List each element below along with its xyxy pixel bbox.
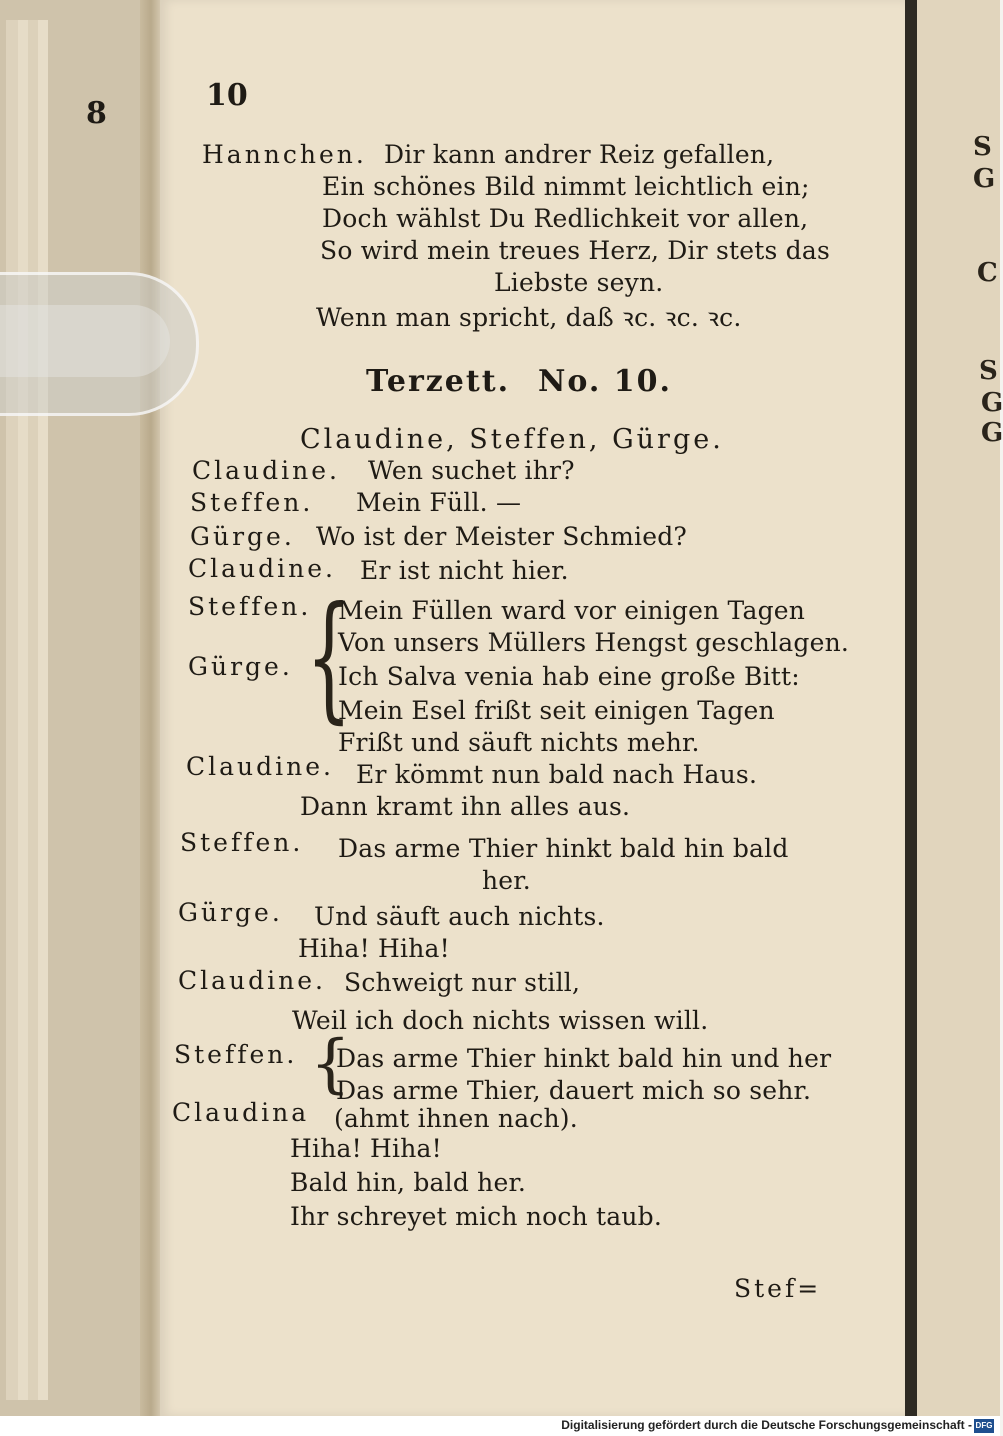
- verse-line: So wird mein treues Herz, Dir stets das: [320, 236, 831, 265]
- dfg-logo: DFG: [974, 1419, 994, 1433]
- dialogue-line: Weil ich doch nichts wissen will.: [292, 1006, 709, 1035]
- page-edge: [6, 20, 18, 1400]
- section-title: Terzett.: [366, 364, 511, 399]
- page-edge: [18, 20, 28, 1400]
- verse-line: Mein Esel frißt seit einigen Tagen: [338, 696, 775, 725]
- funding-credit: Digitalisierung gefördert durch die Deutsche Forschungsgemeinschaft -: [561, 1418, 972, 1432]
- page-gutter: [905, 0, 917, 1416]
- next-page-strip: [917, 0, 1003, 1416]
- bracket-brace: {: [306, 576, 352, 737]
- speaker-label: Steffen.: [180, 828, 304, 857]
- speaker-label: Gürge.: [190, 522, 295, 551]
- speaker-label: Steffen.: [174, 1040, 298, 1069]
- next-page-letter: G: [981, 388, 1003, 418]
- catchword: Stef=: [734, 1274, 822, 1303]
- next-page-letter: S: [973, 132, 992, 162]
- verse-line: Das arme Thier, dauert mich so sehr.: [336, 1076, 812, 1105]
- verse-line: Mein Füllen ward vor einigen Tagen: [338, 596, 806, 625]
- speaker-label: Claudine.: [192, 456, 340, 485]
- verse-line: Ihr schreyet mich noch taub.: [290, 1202, 663, 1231]
- verse-line: Bald hin, bald her.: [290, 1168, 527, 1197]
- next-page-letter: S: [979, 356, 998, 386]
- next-page-letter: G: [973, 164, 996, 194]
- book-spine: [140, 0, 162, 1416]
- dialogue-line: Schweigt nur still,: [344, 968, 581, 997]
- page-edge: [38, 20, 48, 1400]
- next-page-letter: C: [977, 258, 998, 288]
- speaker-label: Gürge.: [178, 898, 283, 927]
- next-page-letter: G: [981, 418, 1003, 448]
- speaker-label: Gürge.: [188, 652, 293, 681]
- page-number: 10: [206, 78, 248, 113]
- dialogue-line: Er ist nicht hier.: [360, 556, 569, 585]
- section-number: No. 10.: [538, 364, 672, 399]
- dialogue-line: Dann kramt ihn alles aus.: [300, 792, 631, 821]
- dialogue-line: Das arme Thier hinkt bald hin bald: [338, 834, 789, 863]
- dialogue-line: Mein Füll. —: [356, 488, 522, 517]
- verse-line: Dir kann andrer Reiz gefallen,: [384, 140, 775, 169]
- verse-line: Das arme Thier hinkt bald hin und her: [336, 1044, 832, 1073]
- dialogue-line: Wo ist der Meister Schmied?: [316, 522, 688, 551]
- dialogue-line: Er kömmt nun bald nach Haus.: [356, 760, 758, 789]
- speaker-label: Claudine.: [178, 966, 326, 995]
- speaker-label: Claudine.: [186, 752, 334, 781]
- dialogue-line: Und säuft auch nichts.: [314, 902, 605, 931]
- stage-direction: (ahmt ihnen nach).: [334, 1104, 578, 1133]
- verse-line: Von unsers Müllers Hengst geschlagen.: [338, 628, 850, 657]
- page-edge: [28, 20, 38, 1400]
- verse-line: Doch wählst Du Redlichkeit vor allen,: [322, 204, 809, 233]
- character-list: Claudine, Steffen, Gürge.: [300, 424, 724, 455]
- verse-line: Wenn man spricht, daß ꝛc. ꝛc. ꝛc.: [316, 303, 742, 332]
- speaker-label: Steffen.: [188, 592, 312, 621]
- verse-line: Hiha! Hiha!: [290, 1134, 442, 1163]
- speaker-label: Steffen.: [190, 488, 314, 517]
- dialogue-line: Hiha! Hiha!: [298, 934, 450, 963]
- dialogue-line: Wen suchet ihr?: [368, 456, 575, 485]
- speaker-label: Claudine.: [188, 554, 336, 583]
- speaker-label: Claudina: [172, 1098, 310, 1127]
- margin-mark: 8: [86, 96, 107, 131]
- bracket-brace: {: [310, 1027, 351, 1101]
- speaker-label: Hannchen.: [202, 140, 367, 169]
- dialogue-line: her.: [482, 866, 531, 895]
- plastic-clip-inner: [0, 305, 170, 377]
- verse-line: Ich Salva venia hab eine große Bitt:: [338, 662, 800, 691]
- verse-line: Liebste seyn.: [494, 268, 664, 297]
- verse-line: Ein schönes Bild nimmt leichtlich ein;: [322, 172, 810, 201]
- verse-line: Frißt und säuft nichts mehr.: [338, 728, 700, 757]
